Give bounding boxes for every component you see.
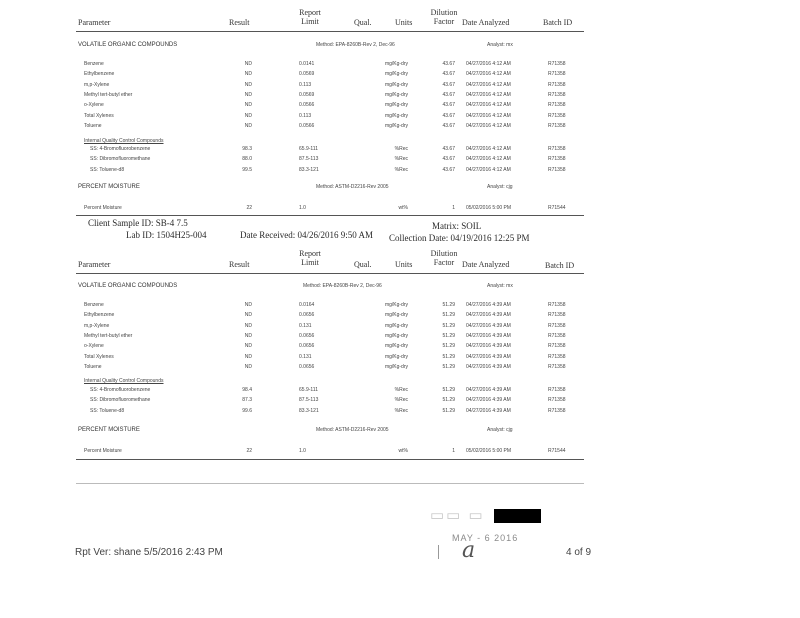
cell-name: SS: Dibromofluoromethane (90, 397, 151, 404)
cell-batch: R71358 (548, 407, 566, 414)
cell-date: 04/27/2016 4:39 AM (466, 363, 511, 370)
cell-date: 04/27/2016 4:12 AM (466, 61, 511, 67)
cell-batch: R71358 (548, 102, 566, 109)
cell-limit: 0.0566 (299, 122, 315, 129)
cell-batch: R71358 (548, 397, 566, 404)
cell-name: m,p-Xylene (84, 81, 110, 88)
cell-result: 99.5 (242, 166, 252, 173)
col-units: Units (395, 260, 413, 269)
cell-result: 98.4 (242, 387, 252, 393)
cell-result: ND (244, 71, 252, 78)
cell-dil: 43.67 (442, 112, 455, 119)
col-qual: Qual. (354, 18, 372, 27)
stamp-initial: a (462, 538, 476, 563)
col-parameter: Parameter (78, 260, 111, 269)
cell-date: 04/27/2016 4:39 AM (466, 302, 511, 308)
cell-date: 04/27/2016 4:39 AM (466, 312, 511, 319)
cell-name: Total Xylenes (84, 112, 114, 119)
cell-units: wt% (398, 205, 408, 211)
cell-limit: 1.0 (299, 448, 306, 454)
lab-id: Lab ID: 1504H25-004 (126, 230, 207, 240)
cell-limit: 0.113 (299, 81, 312, 88)
cell-name: o-Xylene (84, 343, 104, 350)
cell-limit: 0.0569 (299, 71, 315, 78)
col-report-1: Report (299, 249, 321, 258)
cell-units: %Rec (394, 387, 408, 393)
client-sample-id: Client Sample ID: SB-4 7.5 (88, 218, 188, 228)
cell-dil: 1 (452, 205, 455, 211)
cell-date: 05/02/2016 5:00 PM (466, 448, 512, 454)
cell-batch: R71358 (548, 302, 566, 308)
cell-result: 98.3 (242, 146, 252, 152)
col-report-2: Limit (301, 258, 319, 267)
cell-units: mg/Kg-dry (384, 102, 408, 109)
cell-batch: R71358 (548, 71, 566, 78)
iqc-label: Internal Quality Control Compounds (84, 378, 164, 384)
cell-dil: 43.67 (442, 122, 455, 129)
page-end-rule (76, 483, 584, 484)
cell-name: Toluene (84, 122, 102, 129)
date-received: Date Received: 04/26/2016 9:50 AM (240, 230, 373, 240)
cell-units: %Rec (394, 407, 408, 414)
cell-dil: 51.29 (442, 343, 455, 350)
col-dilution-2: Factor (433, 17, 455, 26)
cell-date: 04/27/2016 4:39 AM (466, 397, 511, 404)
cell-dil: 43.67 (442, 102, 455, 109)
cell-limit: 0.113 (299, 112, 312, 119)
col-dilution-1: Dilution (430, 249, 458, 258)
cell-dil: 43.67 (442, 81, 455, 88)
cell-batch: R71544 (548, 448, 566, 454)
cell-batch: R71544 (548, 205, 566, 211)
cell-name: m,p-Xylene (84, 322, 110, 329)
cell-dil: 51.29 (442, 387, 455, 393)
cell-units: mg/Kg-dry (384, 122, 408, 129)
page-number: 4 of 9 (566, 547, 592, 558)
moisture-analyst: Analyst: cjg (487, 427, 513, 433)
cell-batch: R71358 (548, 112, 566, 119)
moisture-section-title: PERCENT MOISTURE (78, 184, 140, 190)
cell-batch: R71358 (548, 332, 566, 339)
collection-date: Collection Date: 04/19/2016 12:25 PM (389, 233, 530, 243)
cell-date: 04/27/2016 4:39 AM (466, 322, 511, 329)
cell-name: Toluene (84, 363, 102, 370)
cell-units: mg/Kg-dry (384, 112, 408, 119)
voc-analyst: Analyst: mx (487, 42, 513, 48)
cell-units: mg/Kg-dry (384, 302, 408, 308)
cell-limit: 0.0656 (299, 343, 315, 350)
cell-dil: 51.29 (442, 353, 455, 360)
cell-units: mg/Kg-dry (384, 91, 408, 98)
cell-dil: 51.29 (442, 322, 455, 329)
cell-batch: R71358 (548, 81, 566, 88)
cell-units: %Rec (394, 156, 408, 163)
col-result: Result (229, 18, 250, 27)
cell-batch: R71358 (548, 156, 566, 163)
cell-units: wt% (398, 448, 408, 454)
col-report-2: Limit (301, 17, 319, 26)
cell-name: Methyl tert-butyl ether (84, 332, 133, 339)
cell-result: ND (244, 112, 252, 119)
cell-date: 04/27/2016 4:39 AM (466, 353, 511, 360)
cell-result: ND (244, 302, 252, 308)
cell-result: ND (244, 363, 252, 370)
cell-limit: 65.9-111 (299, 387, 318, 393)
cell-date: 04/27/2016 4:39 AM (466, 387, 511, 393)
cell-limit: 0.0656 (299, 363, 315, 370)
cell-date: 04/27/2016 4:12 AM (466, 91, 511, 98)
cell-name: SS: 4-Bromofluorobenzene (90, 146, 151, 152)
cell-name: o-Xylene (84, 102, 104, 109)
cell-limit: 0.0141 (299, 61, 315, 67)
cell-result: ND (244, 81, 252, 88)
cell-name: Ethylbenzene (84, 312, 115, 319)
cell-result: 22 (246, 205, 252, 211)
cell-batch: R71358 (548, 61, 566, 67)
cell-dil: 43.67 (442, 166, 455, 173)
cell-date: 04/27/2016 4:12 AM (466, 122, 511, 129)
section-rule (76, 215, 584, 216)
cell-name: Ethylbenzene (84, 71, 115, 78)
cell-date: 04/27/2016 4:12 AM (466, 71, 511, 78)
col-date-analyzed: Date Analyzed (462, 18, 510, 27)
cell-units: mg/Kg-dry (384, 61, 408, 67)
cell-result: 22 (246, 448, 252, 454)
cell-limit: 0.0656 (299, 332, 315, 339)
cell-name: SS: 4-Bromofluorobenzene (90, 387, 151, 393)
cell-name: SS: Dibromofluoromethane (90, 156, 151, 163)
cell-limit: 0.131 (299, 353, 312, 360)
cell-dil: 51.29 (442, 312, 455, 319)
cell-limit: 0.131 (299, 322, 312, 329)
cell-name: Percent Moisture (84, 205, 122, 211)
cell-dil: 43.67 (442, 146, 455, 152)
cell-dil: 51.29 (442, 397, 455, 404)
col-dilution-2: Factor (433, 258, 455, 267)
cell-result: 99.6 (242, 407, 252, 414)
cell-date: 04/27/2016 4:12 AM (466, 112, 511, 119)
voc-section-title: VOLATILE ORGANIC COMPOUNDS (78, 42, 178, 48)
voc-section-title: VOLATILE ORGANIC COMPOUNDS (78, 283, 178, 289)
cell-units: mg/Kg-dry (384, 312, 408, 319)
cell-result: ND (244, 312, 252, 319)
moisture-analyst: Analyst: cjg (487, 184, 513, 190)
cell-date: 04/27/2016 4:12 AM (466, 81, 511, 88)
cell-units: %Rec (394, 397, 408, 404)
cell-result: ND (244, 91, 252, 98)
cell-date: 04/27/2016 4:12 AM (466, 146, 511, 152)
cell-name: Benzene (84, 302, 104, 308)
voc-method: Method: EPA-8260B-Rev 2, Dec-96 (316, 42, 395, 48)
col-batch-id: Batch ID (543, 18, 573, 27)
cell-dil: 43.67 (442, 61, 455, 67)
cell-result: ND (244, 343, 252, 350)
col-date-analyzed: Date Analyzed (462, 260, 510, 269)
cell-limit: 65.9-111 (299, 146, 318, 152)
voc-analyst: Analyst: mx (487, 283, 513, 289)
cell-result: ND (244, 102, 252, 109)
moisture-method: Method: ASTM-D2216-Rev 2005 (316, 184, 389, 190)
matrix: Matrix: SOIL (432, 221, 482, 231)
header-rule (76, 31, 584, 32)
cell-date: 04/27/2016 4:12 AM (466, 102, 511, 109)
cell-name: Total Xylenes (84, 353, 114, 360)
col-qual: Qual. (354, 260, 372, 269)
col-report-1: Report (299, 8, 321, 17)
cell-result: ND (244, 353, 252, 360)
redaction-box (494, 509, 541, 523)
report-version: Rpt Ver: shane 5/5/2016 2:43 PM (75, 547, 223, 558)
cell-dil: 51.29 (442, 332, 455, 339)
cell-dil: 43.67 (442, 156, 455, 163)
cell-date: 04/27/2016 4:39 AM (466, 407, 511, 414)
cell-units: mg/Kg-dry (384, 81, 408, 88)
cell-units: mg/Kg-dry (384, 363, 408, 370)
header-rule (76, 273, 584, 274)
col-dilution-1: Dilution (430, 8, 458, 17)
cell-batch: R71358 (548, 387, 566, 393)
stamp-date: MAY - 6 2016 (452, 533, 519, 543)
cell-units: mg/Kg-dry (384, 353, 408, 360)
cell-name: SS: Toluene-d8 (90, 166, 125, 173)
cell-units: mg/Kg-dry (384, 343, 408, 350)
cell-units: mg/Kg-dry (384, 322, 408, 329)
cell-dil: 43.67 (442, 91, 455, 98)
col-units: Units (395, 18, 413, 27)
cell-limit: 83.3-121 (299, 166, 319, 173)
col-parameter: Parameter (78, 18, 111, 27)
moisture-method: Method: ASTM-D2216-Rev 2005 (316, 427, 389, 433)
col-batch-id: Batch ID (545, 261, 575, 270)
moisture-section-title: PERCENT MOISTURE (78, 427, 140, 433)
cell-name: SS: Toluene-d8 (90, 407, 125, 414)
col-result: Result (229, 260, 250, 269)
cell-result: 87.3 (242, 397, 252, 404)
cell-units: %Rec (394, 166, 408, 173)
cell-dil: 51.29 (442, 302, 455, 308)
cell-batch: R71358 (548, 166, 566, 173)
cell-batch: R71358 (548, 146, 566, 152)
cell-name: Benzene (84, 61, 104, 67)
cell-batch: R71358 (548, 122, 566, 129)
cell-batch: R71358 (548, 91, 566, 98)
cell-date: 04/27/2016 4:12 AM (466, 166, 511, 173)
cell-dil: 51.29 (442, 407, 455, 414)
section-rule (76, 459, 584, 460)
iqc-label: Internal Quality Control Compounds (84, 138, 164, 144)
cell-name: Percent Moisture (84, 448, 122, 454)
cell-result: ND (244, 61, 252, 67)
cell-dil: 1 (452, 448, 455, 454)
stamp-bracket (438, 545, 441, 559)
cell-limit: 0.0656 (299, 312, 315, 319)
cell-batch: R71358 (548, 363, 566, 370)
cell-result: 88.0 (242, 156, 252, 163)
cell-result: ND (244, 122, 252, 129)
cell-limit: 87.5-113 (299, 397, 319, 404)
cell-name: Methyl tert-butyl ether (84, 91, 133, 98)
stamp-ghost-text: ▭▭ ▭ (430, 507, 485, 524)
cell-date: 04/27/2016 4:12 AM (466, 156, 511, 163)
cell-result: ND (244, 322, 252, 329)
cell-batch: R71358 (548, 343, 566, 350)
cell-batch: R71358 (548, 322, 566, 329)
cell-units: %Rec (394, 146, 408, 152)
cell-batch: R71358 (548, 312, 566, 319)
cell-limit: 0.0164 (299, 302, 315, 308)
cell-limit: 87.5-113 (299, 156, 319, 163)
voc-method: Method: EPA-8260B-Rev 2, Dec-96 (303, 283, 382, 289)
cell-result: ND (244, 332, 252, 339)
cell-date: 04/27/2016 4:39 AM (466, 343, 511, 350)
cell-date: 04/27/2016 4:39 AM (466, 332, 511, 339)
cell-date: 05/02/2016 5:00 PM (466, 205, 512, 211)
cell-dil: 51.29 (442, 363, 455, 370)
cell-units: mg/Kg-dry (384, 71, 408, 78)
cell-dil: 43.67 (442, 71, 455, 78)
cell-batch: R71358 (548, 353, 566, 360)
cell-limit: 0.0569 (299, 91, 315, 98)
cell-limit: 0.0566 (299, 102, 315, 109)
cell-units: mg/Kg-dry (384, 332, 408, 339)
cell-limit: 1.0 (299, 205, 306, 211)
cell-limit: 83.3-121 (299, 407, 319, 414)
